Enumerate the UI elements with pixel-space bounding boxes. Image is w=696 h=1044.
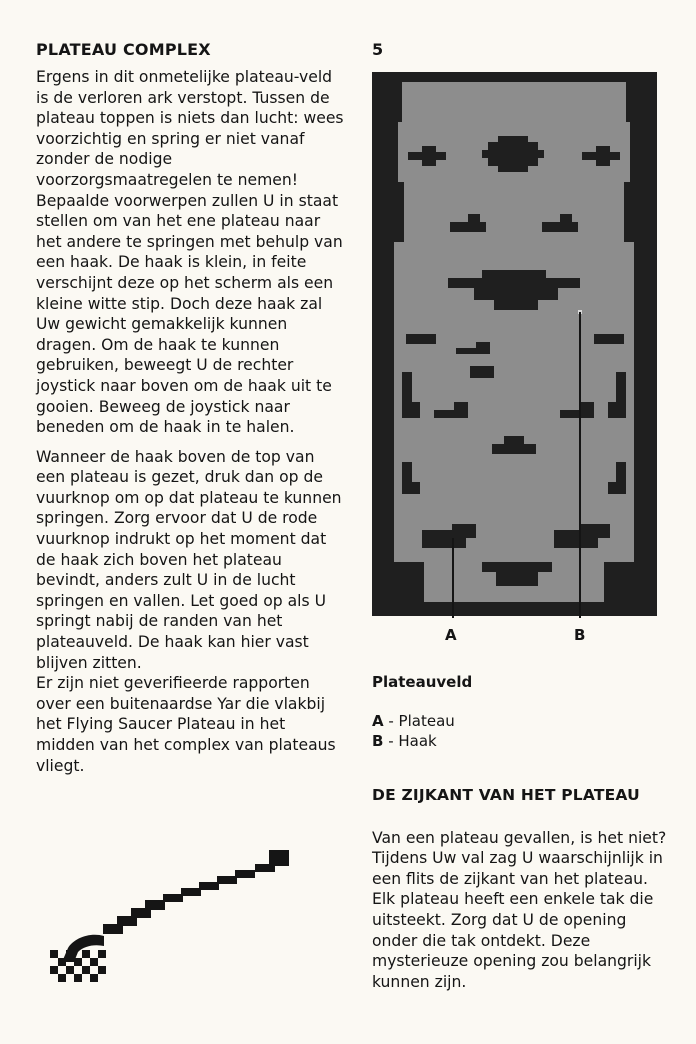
- section-title-plateau-side: DE ZIJKANT VAN HET PLATEAU: [372, 786, 640, 804]
- paragraph-2: Bepaalde voorwerpen zullen U in staat stellen om van het ene plateau naar het andere te springen met behulp van een haak. De haak is klein, in feite verschijnt deze op het scherm als een kleine witte stip. Doch deze haak zal Uw gewicht gemakkelijk kunnen dragen. Om de haak te kunnen gebruiken, beweegt U de rechter joystick naar boven om de haak uit te gooien. Beweeg de joystick naar beneden om de haak in te halen.: [36, 191, 343, 437]
- grappling-hook-illustration: [44, 850, 304, 1004]
- section-body-plateau-side: Van een plateau gevallen, is het niet? Tijdens Uw val zag U waarschijnlijk in een flits de zijkant van het plateau. Elk plateau heeft een enkele tak die uitsteekt. Zorg dat U de opening onder die tak ontdekt. Deze mysterieuze opening zou belangrijk kunnen zijn.: [372, 828, 667, 991]
- figure-caption: Plateauveld: [372, 673, 473, 691]
- legend-item-b: [372, 731, 455, 751]
- legend-key: B: [372, 732, 384, 750]
- legend-text: - Plateau: [383, 712, 455, 730]
- section-title-plateau-complex: PLATEAU COMPLEX: [36, 40, 211, 59]
- figure-legend: [372, 711, 455, 751]
- paragraph-4: Er zijn niet geverifieerde rapporten over een buitenaardse Yar die vlakbij het Flying Saucer Plateau in het midden van het complex van plateaus vliegt.: [36, 674, 336, 775]
- legend-text: - Haak: [383, 732, 437, 750]
- paragraph-1: Ergens in dit onmetelijke plateau-veld is de verloren ark verstopt. Tussen de plateau toppen is niets dan lucht: wees voorzichtig en spring er niet vanaf zonder de nodige voorzorgsmaatregelen te nemen!: [36, 68, 344, 189]
- legend-key: A: [372, 712, 384, 730]
- pointer-label-a: A: [445, 626, 457, 644]
- page-number: 5: [372, 40, 384, 59]
- paragraph-3: Wanneer de haak boven de top van een plateau is gezet, druk dan op de vuurknop om op dat plateau te kunnen springen. Zorg ervoor dat U de rode vuurknop indrukt op het moment dat de haak zich boven het plateau bevindt, anders zult U in de lucht springen en vallen. Let goed op als U springt nabij de randen van het plateauveld. De haak kan hier vast blijven zitten.: [36, 447, 342, 672]
- legend-item-a: [372, 711, 455, 731]
- pointer-label-b: B: [574, 626, 586, 644]
- hook-drawing: [44, 850, 304, 1000]
